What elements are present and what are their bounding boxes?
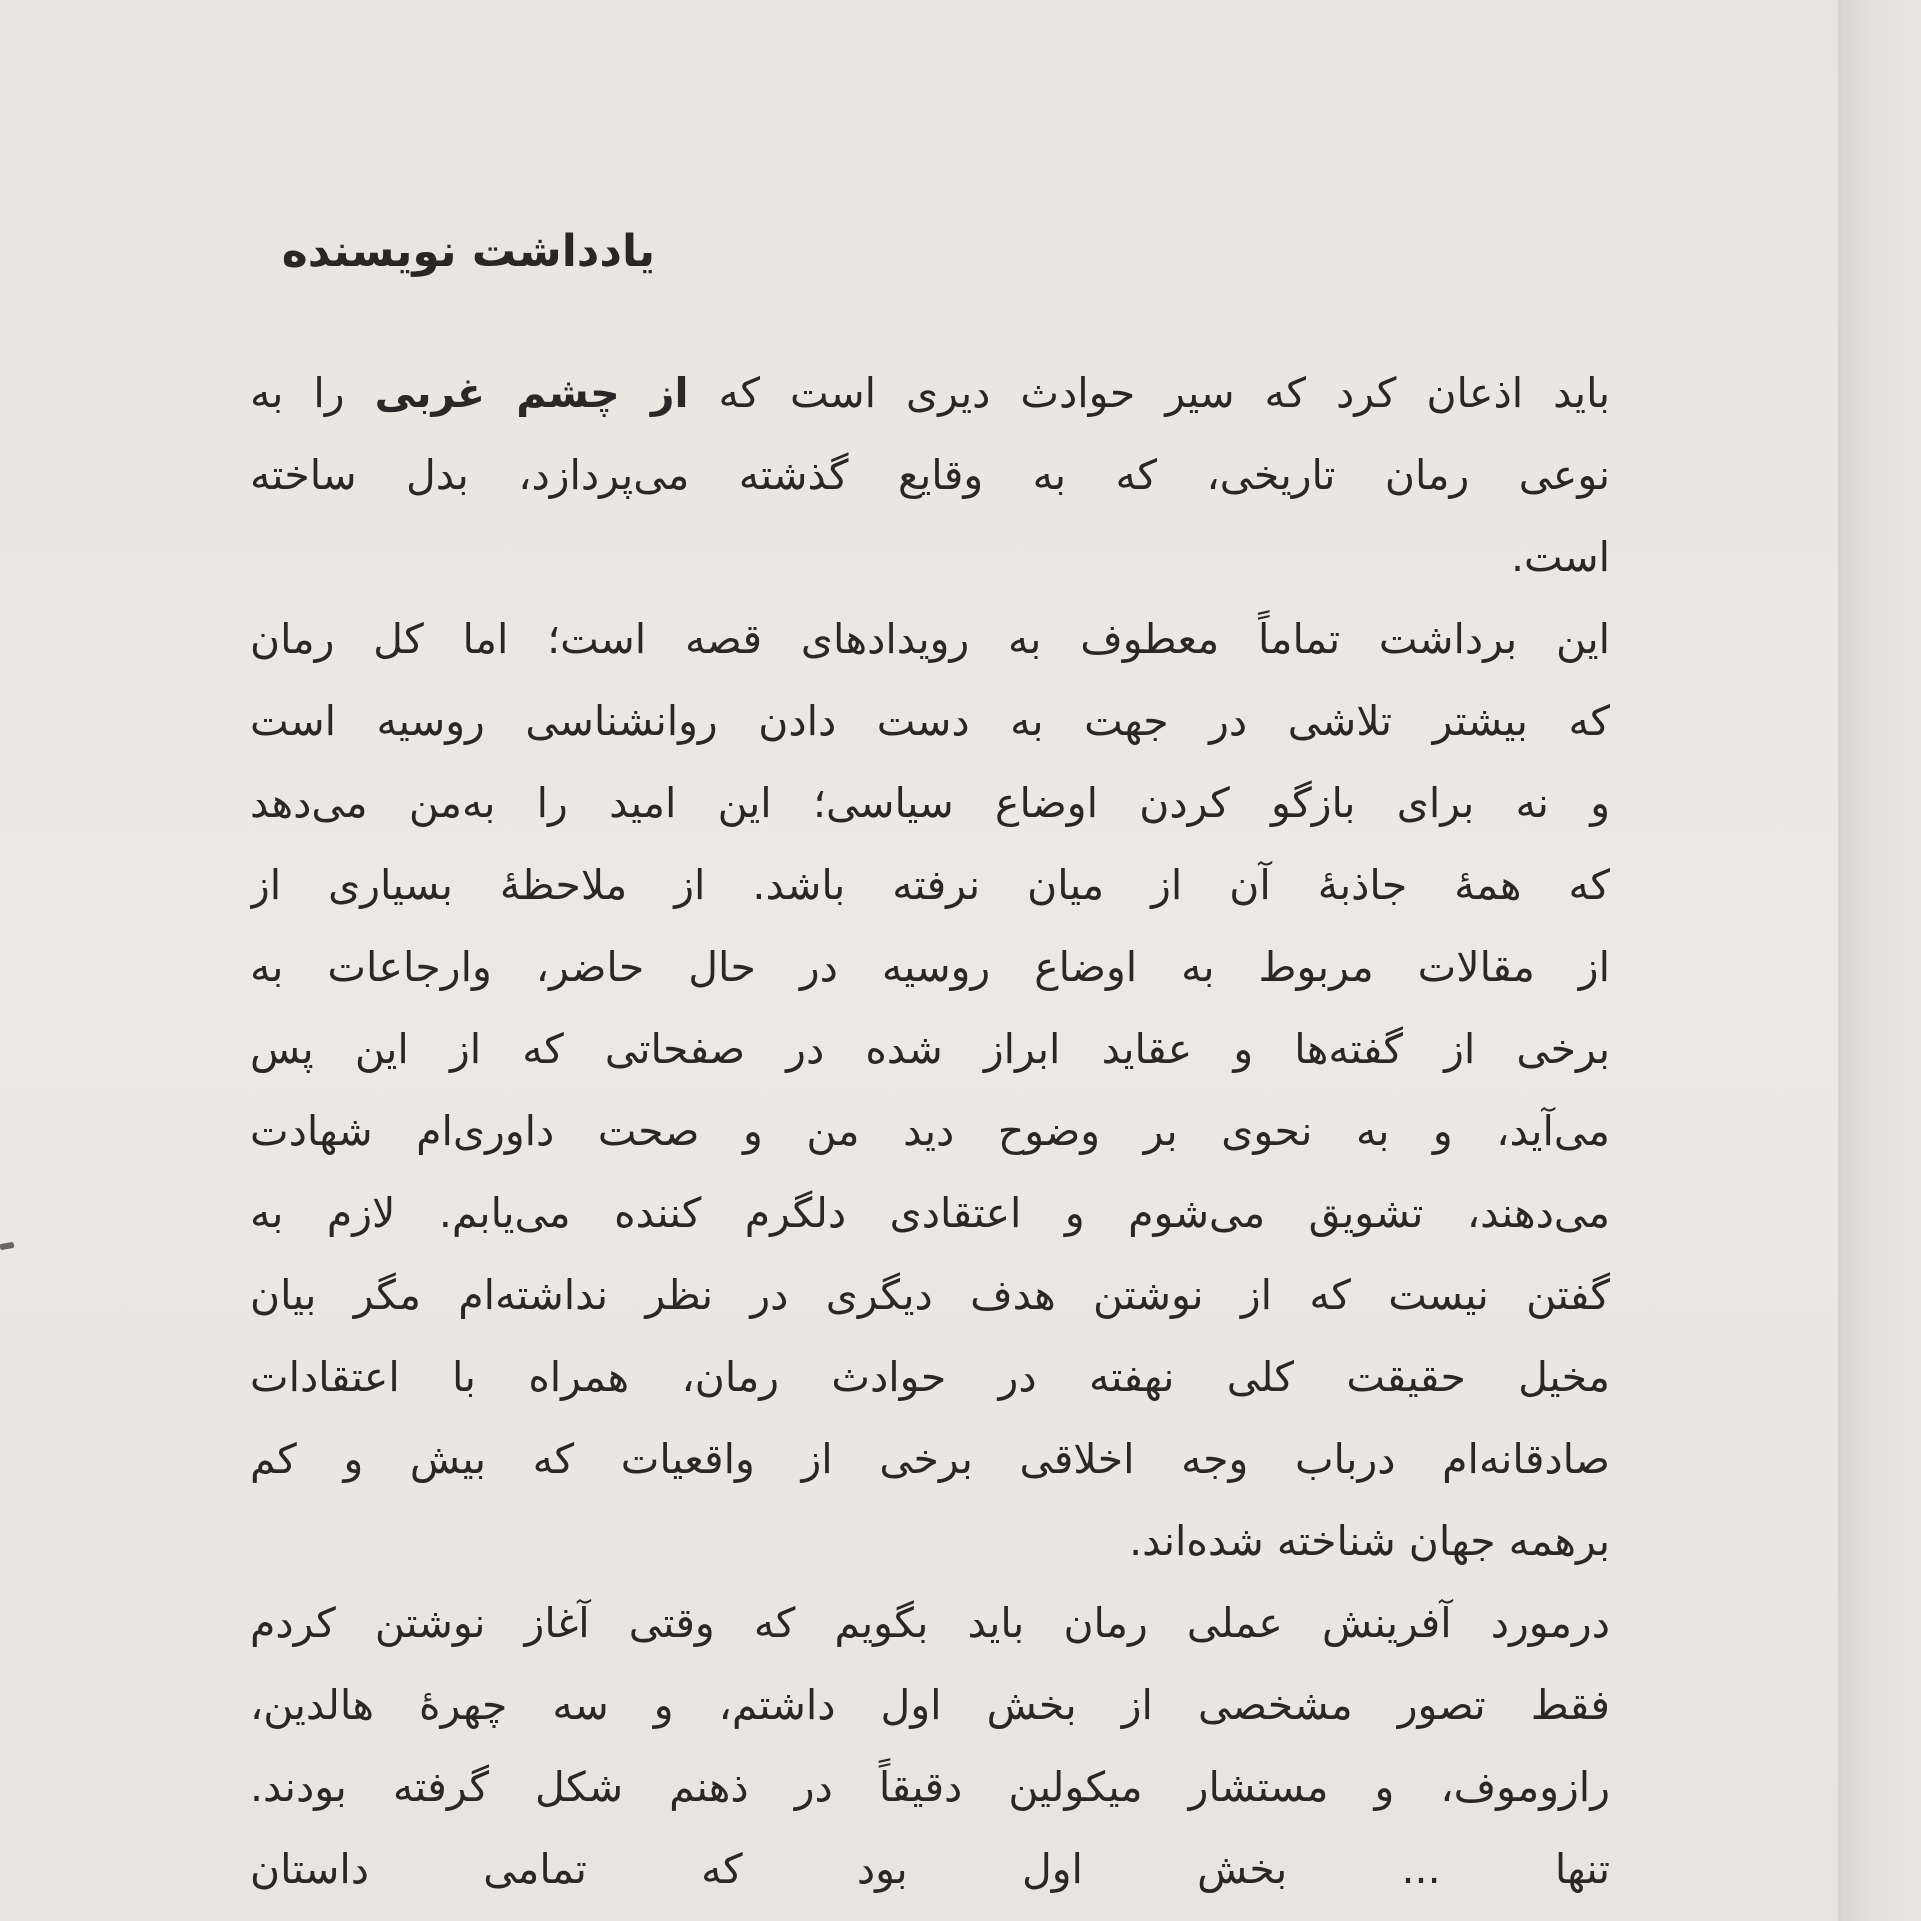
page-heading: یادداشت نویسنده <box>281 226 655 277</box>
text-line: برهمه جهان شناخته شده‌اند. <box>1129 1517 1610 1565</box>
text-line: صادقانه‌ام درباب وجه اخلاقی برخی از واقعیات که بیش و کم <box>250 1435 1610 1483</box>
text-line: می‌آید، و به نحوی بر وضوح دید من و صحت داوری‌ام شهادت <box>250 1107 1610 1155</box>
adjacent-page <box>1841 0 1921 1921</box>
text-line: که همهٔ جاذبهٔ آن از میان نرفته باشد. از ملاحظهٔ بسیاری از <box>250 861 1610 909</box>
text-line: باید اذعان کرد که سیر حوادث دیری است که از چشم غربی را به <box>250 369 1610 417</box>
text-line: و نه برای بازگو کردن اوضاع سیاسی؛ این امید را به‌من می‌دهد <box>250 779 1610 827</box>
text-line: از مقالات مربوط به اوضاع روسیه در حال حاضر، وارجاعات به <box>250 943 1610 991</box>
book-title-bold: از چشم غربی <box>374 369 689 417</box>
text-line: این برداشت تماماً معطوف به رویدادهای قصه است؛ اما کل رمان <box>250 615 1610 663</box>
text-line: می‌دهند، تشویق می‌شوم و اعتقادی دلگرم کننده می‌یابم. لازم به <box>250 1189 1610 1237</box>
text-line: مخیل حقیقت کلی نهفته در حوادث رمان، همراه با اعتقادات <box>250 1353 1610 1401</box>
text-line: است. <box>1510 533 1610 581</box>
text-line: فقط تصور مشخصی از بخش اول داشتم، و سه چهرهٔ هالدین، <box>250 1681 1610 1729</box>
text-line: رازوموف، و مستشار میکولین دقیقاً در ذهنم شکل گرفته بودند. <box>250 1763 1610 1811</box>
text-line: نوعی رمان تاریخی، که به وقایع گذشته می‌پردازد، بدل ساخته <box>250 451 1610 499</box>
text-line: برخی از گفته‌ها و عقاید ابراز شده در صفحاتی که از این پس <box>250 1025 1610 1073</box>
body-text <box>250 352 1610 1910</box>
text-line: درمورد آفرینش عملی رمان باید بگویم که وقتی آغاز نوشتن کردم <box>250 1599 1610 1647</box>
text-line: تنها ... بخش اول بود که تمامی داستان <box>250 1845 1610 1893</box>
text-line: که بیشتر تلاشی در جهت به دست دادن روانشناسی روسیه است <box>250 697 1610 745</box>
text-line: گفتن نیست که از نوشتن هدف دیگری در نظر نداشته‌ام مگر بیان <box>250 1271 1610 1319</box>
